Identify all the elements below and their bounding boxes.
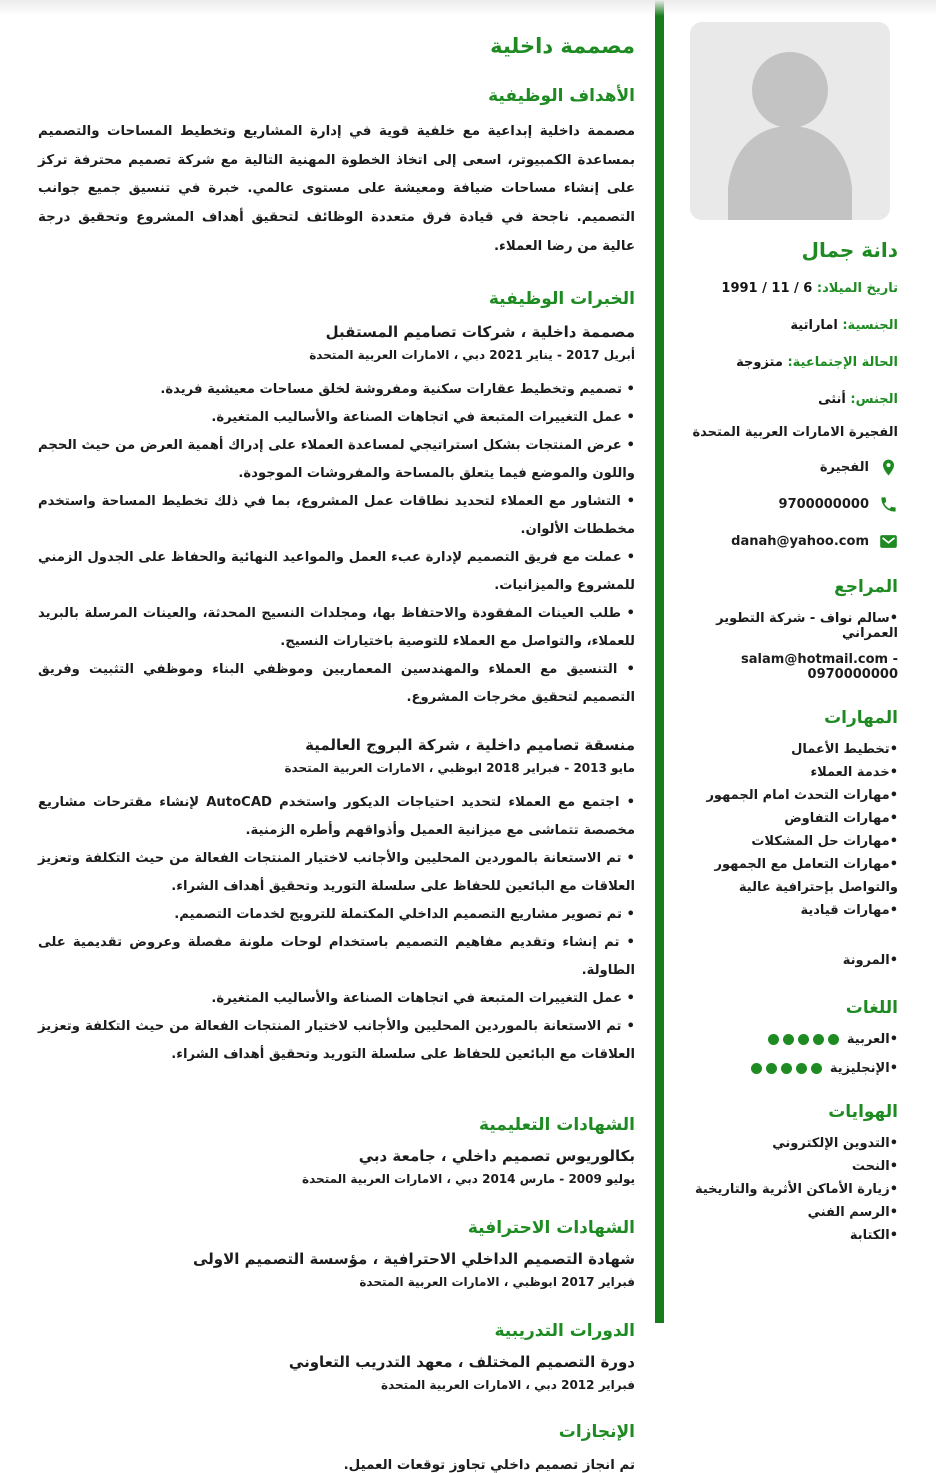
course-title: دورة التصميم المختلف ، معهد التدريب التعاوني bbox=[288, 1353, 635, 1372]
job-title: مصممة داخلية ، شركات تصاميم المستقبل bbox=[325, 323, 635, 342]
vertical-divider bbox=[655, 0, 664, 1323]
skills-list bbox=[682, 738, 898, 972]
level-dot bbox=[811, 1063, 822, 1074]
candidate-name: دانة جمال bbox=[801, 238, 898, 262]
dob-label: تاريخ الميلاد: bbox=[816, 281, 898, 296]
job-bullet: • تم الاستعانة بالموردين المحليين والأجانب لاختيار المنتجات الفعالة من حيث التكلفة وتعزيز العلاقات مع البائعين للحفاظ على سلسلة التوريد وتحقيق أهداف الشراء. bbox=[38, 845, 635, 901]
level-dot bbox=[766, 1063, 777, 1074]
level-dot bbox=[781, 1063, 792, 1074]
professional-cert-entry bbox=[38, 1250, 635, 1289]
skill-item: • تخطيط الأعمال bbox=[682, 738, 898, 761]
skill-item: • خدمة العملاء bbox=[682, 761, 898, 784]
level-dot bbox=[768, 1034, 779, 1045]
achievements-heading: الإنجازات bbox=[558, 1422, 635, 1443]
job-bullet: • تم الاستعانة بالموردين المحليين والأجانب لاختيار المنتجات الفعالة من حيث التكلفة وتعزيز العلاقات مع البائعين للحفاظ على سلسلة التوريد وتحقيق أهداف الشراء. bbox=[38, 1013, 635, 1069]
person-silhouette-icon bbox=[690, 22, 890, 220]
page-title: مصممة داخلية bbox=[490, 34, 635, 58]
job-date-location: أبريل 2017 - يناير 2021 دبي ، الامارات العربية المتحدة bbox=[309, 348, 635, 363]
references-heading: المراجع bbox=[834, 576, 898, 597]
job-title: منسقة تصاميم داخلية ، شركة البروج العالمية bbox=[305, 736, 635, 755]
professional-cert-date-location: فبراير 2017 ابوظبي ، الامارات العربية المتحدة bbox=[359, 1275, 635, 1290]
language-name: • الإنجليزية bbox=[830, 1061, 898, 1076]
reference-entry: • سالم نواف - شركة التطوير العمراني bbox=[682, 611, 898, 641]
achievements-text: تم انجاز تصميم داخلي تجاوز توقعات العميل. bbox=[343, 1458, 635, 1473]
address-line: الفجيرة الامارات العربية المتحدة bbox=[692, 424, 898, 440]
nationality-label: الجنسية: bbox=[842, 318, 898, 334]
dob-row bbox=[682, 279, 898, 299]
level-dot bbox=[751, 1063, 762, 1074]
hobby-item: • الكتابة bbox=[682, 1224, 898, 1247]
hobbies-heading: الهوايات bbox=[828, 1101, 898, 1122]
job-bullets bbox=[38, 376, 635, 712]
skill-item: • مهارات التحدث امام الجمهور bbox=[682, 784, 898, 807]
language-level-dots bbox=[751, 1063, 822, 1074]
phone-row bbox=[682, 495, 898, 514]
hobby-item: • التدوين الإلكتروني bbox=[682, 1132, 898, 1155]
skill-item: • مهارات التفاوض bbox=[682, 807, 898, 830]
reference-contact: salam@hotmail.com - 0970000000 bbox=[741, 651, 898, 682]
hobby-item: • زيارة الأماكن الأثرية والتاريخية bbox=[682, 1178, 898, 1201]
city-value: الفجيرة bbox=[819, 459, 869, 475]
job-bullet: • طلب العينات المفقودة والاحتفاظ بها، ومجلدات النسيج المحدثة، والعينات المرسلة بالبريد للعملاء، والتواصل مع العملاء للتوصية باختيارات النسيج. bbox=[38, 600, 635, 656]
skill-item: • مهارات قيادية bbox=[682, 899, 898, 922]
marital-status-label: الحالة الإجتماعية: bbox=[787, 355, 898, 371]
professional-certs-heading: الشهادات الاحترافية bbox=[467, 1218, 635, 1239]
language-name: • العربية bbox=[847, 1032, 898, 1047]
job-entry bbox=[38, 736, 635, 1069]
job-bullet: • التنسيق مع العملاء والمهندسين المعماريين وموظفي البناء وموظفي التثبيت وفريق التصميم لتحقيق مخرجات المشروع. bbox=[38, 656, 635, 712]
education-degree: بكالوريوس تصميم داخلي ، جامعة دبي bbox=[358, 1147, 635, 1166]
nationality-row bbox=[682, 316, 898, 336]
email-icon bbox=[879, 532, 898, 551]
objectives-heading: الأهداف الوظيفية bbox=[488, 86, 635, 106]
job-bullet: • تم تصوير مشاريع التصميم الداخلي المكتملة للترويج لخدمات التصميم. bbox=[38, 901, 635, 929]
skill-item: • المرونة bbox=[682, 949, 898, 972]
job-bullets bbox=[38, 789, 635, 1069]
job-bullet: • عرض المنتجات بشكل استراتيجي لمساعدة العملاء على إدراك أهمية العرض من حيث الحجم واللون والموضع فيما يتعلق بالمساحة والمفروشات الموجودة. bbox=[38, 432, 635, 488]
hobby-item: • الرسم الفني bbox=[682, 1201, 898, 1224]
job-bullet: • عمل التغييرات المتبعة في اتجاهات الصناعة والأساليب المتغيرة. bbox=[38, 985, 635, 1013]
language-level-dots bbox=[768, 1034, 839, 1045]
location-pin-icon bbox=[879, 458, 898, 477]
skills-heading: المهارات bbox=[824, 707, 898, 728]
experience-heading: الخبرات الوظيفية bbox=[488, 289, 635, 310]
courses-heading: الدورات التدريبية bbox=[494, 1321, 635, 1342]
skill-item: • مهارات حل المشكلات bbox=[682, 830, 898, 853]
avatar bbox=[690, 22, 890, 220]
education-entry bbox=[38, 1147, 635, 1186]
language-row-english bbox=[682, 1061, 898, 1076]
course-date-location: فبراير 2012 دبي ، الامارات العربية المتحدة bbox=[381, 1378, 635, 1393]
job-date-location: مايو 2013 - فبراير 2018 ابوظبي ، الامارات العربية المتحدة bbox=[284, 761, 635, 776]
job-bullet: • التشاور مع العملاء لتحديد نطاقات عمل المشروع، بما في ذلك تخطيط المساحة واستخدم مخططات الألوان. bbox=[38, 488, 635, 544]
level-dot bbox=[798, 1034, 809, 1045]
phone-value: 9700000000 bbox=[778, 496, 869, 512]
job-bullet: • تصميم وتخطيط عقارات سكنية ومفروشة لخلق مساحات معيشية فريدة. bbox=[38, 376, 635, 404]
marital-status-row bbox=[682, 353, 898, 373]
languages-heading: اللغات bbox=[845, 997, 898, 1018]
gender-row bbox=[682, 390, 898, 410]
marital-status-value: متزوجة bbox=[736, 355, 783, 371]
objectives-text: مصممة داخلية إبداعية مع خلفية قوية في إدارة المشاريع وتخطيط المساحات والتصميم بمساعدة الكمبيوتر، اسعى إلى اتخاذ الخطوة المهنية التالية مع شركة تصميم محترفة تركز على إنشاء مساحات ضيافة ومعيشة على مستوى عالمي. خبرة في تنسيق جميع جوانب التصميم. ناجحة في قيادة فرق متعددة الوظائف لتحقيق أهداف المشروع وتحقيق درجة عالية من رضا العملاء. bbox=[38, 124, 635, 254]
city-row bbox=[682, 458, 898, 477]
phone-icon bbox=[879, 495, 898, 514]
level-dot bbox=[796, 1063, 807, 1074]
language-row-arabic bbox=[682, 1032, 898, 1047]
job-bullet: • عملت مع فريق التصميم لإدارة عبء العمل والمواعيد النهائية والحفاظ على الجدول الزمني للمشروع والميزانيات. bbox=[38, 544, 635, 600]
job-bullet: • تم إنشاء وتقديم مفاهيم التصميم باستخدام لوحات ملونة مفصلة وعروض تقديمية على الطاولة. bbox=[38, 929, 635, 985]
gender-label: الجنس: bbox=[850, 392, 898, 408]
education-heading: الشهادات التعليمية bbox=[479, 1115, 635, 1136]
hobbies-list bbox=[682, 1132, 898, 1248]
level-dot bbox=[828, 1034, 839, 1045]
course-entry bbox=[38, 1353, 635, 1392]
email-row bbox=[682, 532, 898, 551]
dob-value: 1991 / 11 / 6 bbox=[721, 281, 813, 296]
job-bullet: • عمل التغييرات المتبعة في اتجاهات الصناعة والأساليب المتغيرة. bbox=[38, 404, 635, 432]
nationality-value: اماراتية bbox=[790, 318, 838, 334]
level-dot bbox=[783, 1034, 794, 1045]
job-entry bbox=[38, 323, 635, 712]
gender-value: أنثى bbox=[818, 392, 846, 408]
level-dot bbox=[813, 1034, 824, 1045]
skill-item: • مهارات التعامل مع الجمهور والتواصل بإحترافية عالية bbox=[682, 853, 898, 899]
hobby-item: • النحت bbox=[682, 1155, 898, 1178]
professional-cert-title: شهادة التصميم الداخلي الاحترافية ، مؤسسة التصميم الاولى bbox=[192, 1250, 635, 1269]
education-date-location: يوليو 2009 - مارس 2014 دبي ، الامارات العربية المتحدة bbox=[302, 1172, 635, 1187]
sidebar bbox=[664, 0, 936, 1323]
job-bullet: • اجتمع مع العملاء لتحديد احتياجات الديكور واستخدم AutoCAD لإنشاء مقترحات مشاريع مخصصة تتماشى مع ميزانية العميل وأذواقهم وأطره الزمنية. bbox=[38, 789, 635, 845]
email-value: danah@yahoo.com bbox=[731, 533, 869, 549]
